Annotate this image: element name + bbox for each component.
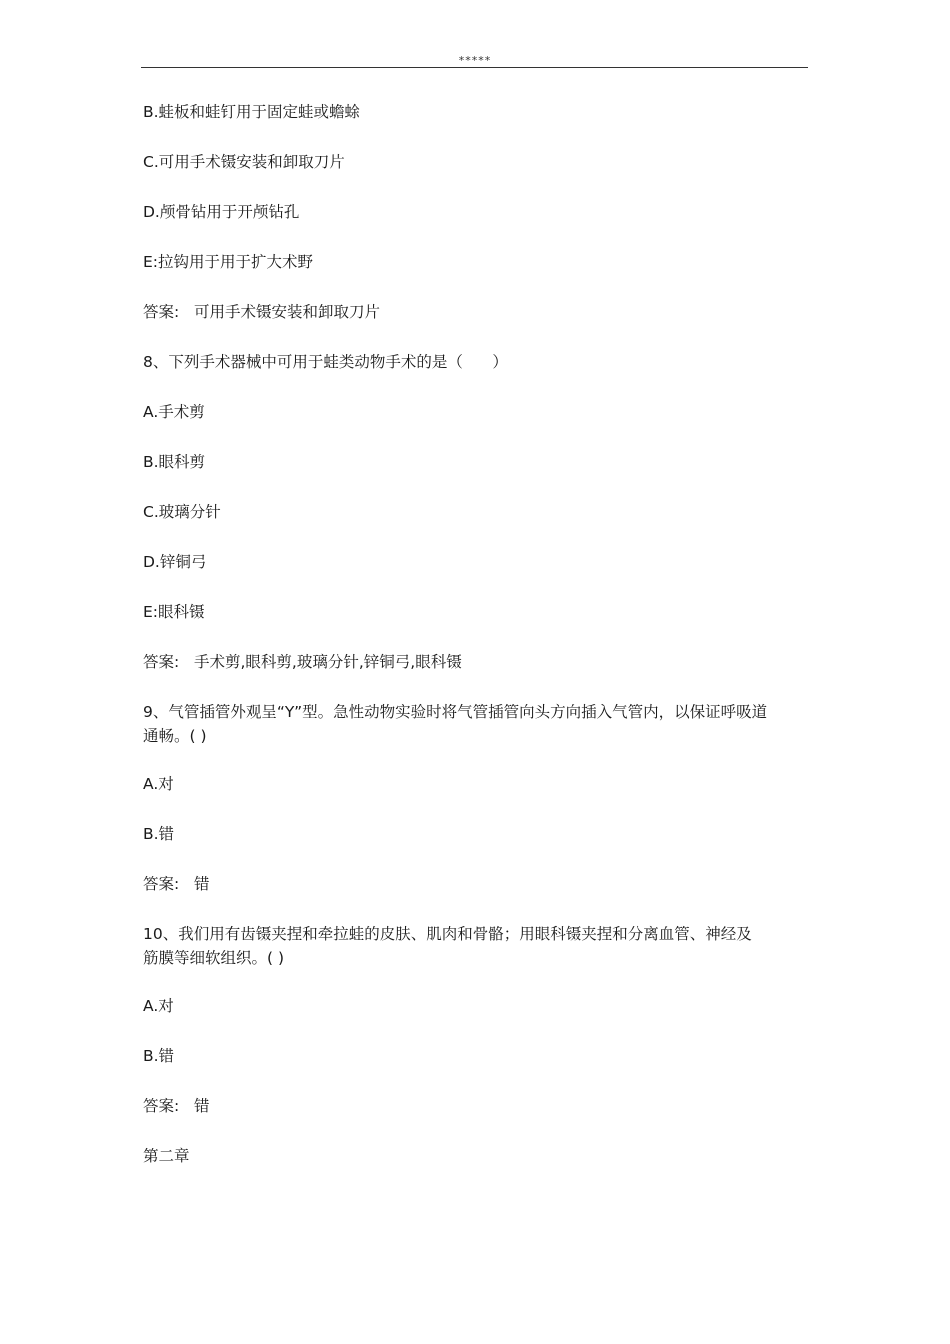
q7-option-e: E:拉钩用于用于扩大术野 <box>143 253 314 271</box>
q8-option-d: D.锌铜弓 <box>143 553 207 571</box>
q10-answer: 答案: 错 <box>143 1097 210 1115</box>
q10-question-line: 10、我们用有齿镊夹捏和牵拉蛙的皮肤、肌肉和骨骼；用眼科镊夹捏和分离血管、神经及 <box>143 925 752 943</box>
q8-option-a: A.手术剪 <box>143 403 205 421</box>
q9-question-line: 通畅。( ) <box>143 727 207 745</box>
q8-option-c: C.玻璃分针 <box>143 503 221 521</box>
q7-answer: 答案: 可用手术镊安装和卸取刀片 <box>143 303 381 321</box>
q10-option-a: A.对 <box>143 997 174 1015</box>
q9-option-a: A.对 <box>143 775 174 793</box>
q9-option-b: B.错 <box>143 825 175 843</box>
q8-answer: 答案: 手术剪,眼科剪,玻璃分针,锌铜弓,眼科镊 <box>143 653 462 671</box>
q10-option-b: B.错 <box>143 1047 175 1065</box>
q9-question-line: 9、气管插管外观呈“Y”型。急性动物实验时将气管插管向头方向插入气管内，以保证呼吸道 <box>143 703 768 721</box>
header-rule <box>141 67 808 68</box>
q8-question: 8、下列手术器械中可用于蛙类动物手术的是（ ） <box>143 353 508 371</box>
document-body <box>143 100 815 1194</box>
q9-answer: 答案: 错 <box>143 875 210 893</box>
q7-option-c: C.可用手术镊安装和卸取刀片 <box>143 153 345 171</box>
q10-question-line: 筋膜等细软组织。( ) <box>143 949 285 967</box>
q8-option-b: B.眼科剪 <box>143 453 206 471</box>
chapter-heading: 第二章 <box>143 1147 190 1165</box>
q9-question <box>143 700 815 748</box>
q7-option-b: B.蛙板和蛙钉用于固定蛙或蟾蜍 <box>143 103 361 121</box>
q10-question <box>143 922 815 970</box>
q8-option-e: E:眼科镊 <box>143 603 205 621</box>
header-mark: ***** <box>458 54 492 67</box>
q7-option-d: D.颅骨钻用于开颅钻孔 <box>143 203 300 221</box>
